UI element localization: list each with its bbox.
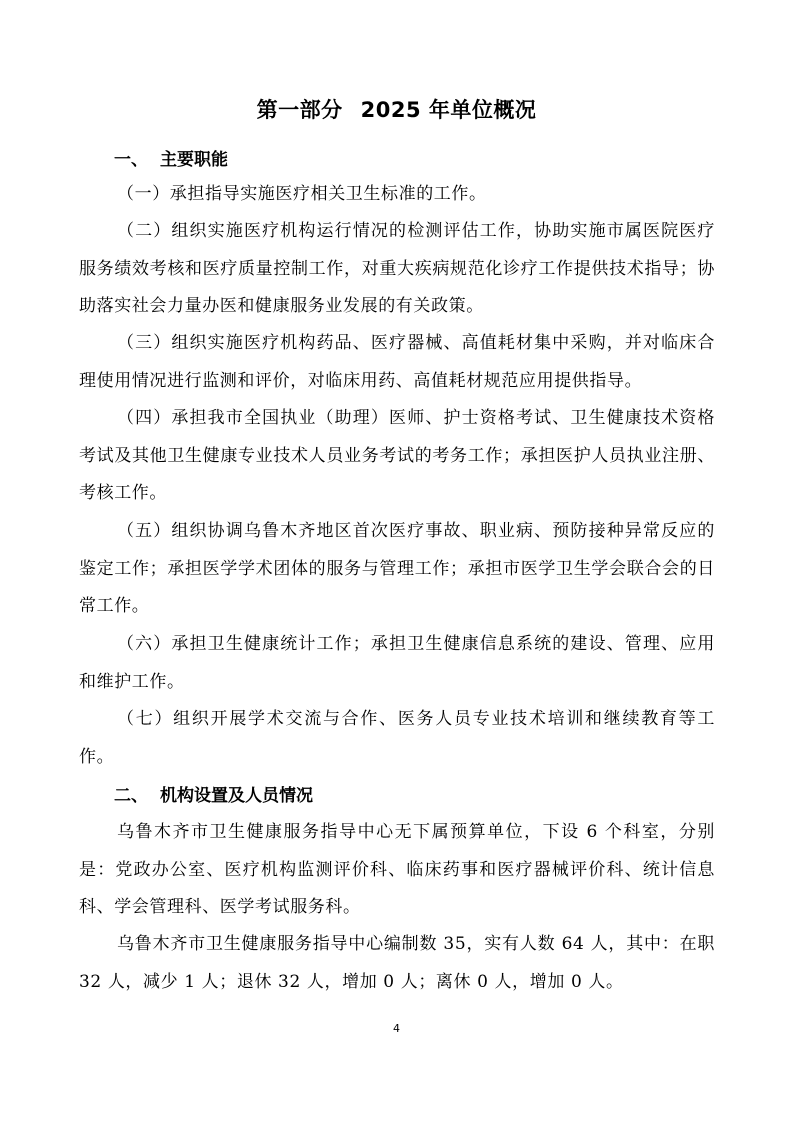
page-number: 4 <box>393 1022 400 1035</box>
section-number: 二、 <box>114 786 148 806</box>
paragraph: （四）承担我市全国执业（助理）医师、护士资格考试、卫生健康技术资格考试及其他卫生健康专业技术人员业务考试的考务工作；承担医护人员执业注册、考核工作。 <box>79 408 715 503</box>
section-heading-text: 机构设置及人员情况 <box>160 786 313 806</box>
paragraph: （一）承担指导实施医疗相关卫生标准的工作。 <box>117 184 487 204</box>
title-part: 第一部分 <box>256 98 343 122</box>
title-main: 2025 年单位概况 <box>360 98 537 122</box>
section-heading-text: 主要职能 <box>160 150 228 170</box>
paragraph: （五）组织协调乌鲁木齐地区首次医疗事故、职业病、预防接种异常反应的鉴定工作；承担医学学术团体的服务与管理工作；承担市医学卫生学会联合会的日常工作。 <box>79 521 715 616</box>
section-heading-2 <box>114 784 313 808</box>
section-number: 一、 <box>114 150 148 170</box>
paragraph: 乌鲁木齐市卫生健康服务指导中心无下属预算单位，下设 6 个科室，分别是：党政办公室、医疗机构监测评价科、临床药事和医疗器械评价科、统计信息科、学会管理科、医学考试服务科。 <box>79 822 715 917</box>
page-title <box>0 96 793 124</box>
paragraph: （二）组织实施医疗机构运行情况的检测评估工作，协助实施市属医院医疗服务绩效考核和医疗质量控制工作，对重大疾病规范化诊疗工作提供技术指导；协助落实社会力量办医和健康服务业发展的有关政策。 <box>79 221 715 316</box>
paragraph: （六）承担卫生健康统计工作；承担卫生健康信息系统的建设、管理、应用和维护工作。 <box>79 634 715 692</box>
paragraph: （七）组织开展学术交流与合作、医务人员专业技术培训和继续教育等工作。 <box>79 709 715 767</box>
section-heading-1 <box>114 148 228 172</box>
paragraph: 乌鲁木齐市卫生健康服务指导中心编制数 35，实有人数 64 人，其中：在职 32 人，减少 1 人；退休 32 人，增加 0 人；离休 0 人，增加 0 人。 <box>79 934 715 992</box>
paragraph: （三）组织实施医疗机构药品、医疗器械、高值耗材集中采购，并对临床合理使用情况进行监测和评价，对临床用药、高值耗材规范应用提供指导。 <box>79 333 715 391</box>
